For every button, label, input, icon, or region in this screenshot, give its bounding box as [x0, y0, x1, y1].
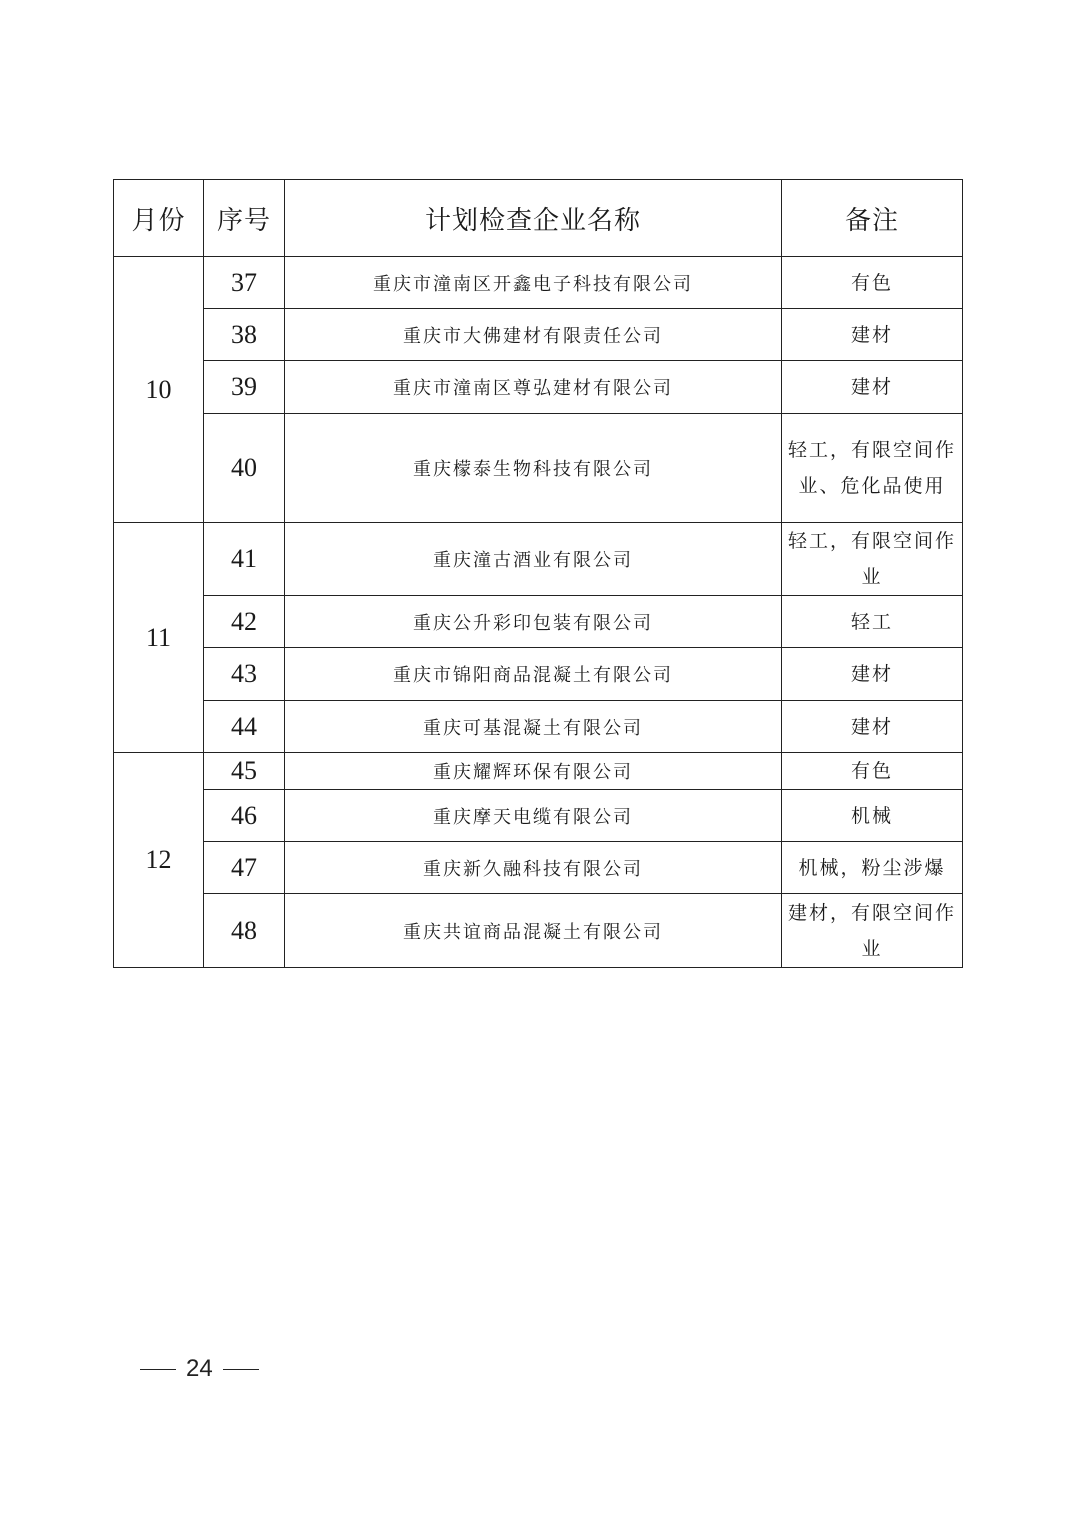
seq-cell: 37	[204, 257, 285, 309]
seq-cell: 39	[204, 361, 285, 414]
header-seq: 序号	[204, 180, 285, 257]
month-cell: 12	[114, 753, 204, 968]
company-cell: 重庆市锦阳商品混凝土有限公司	[285, 648, 782, 701]
seq-cell: 45	[204, 753, 285, 790]
company-cell: 重庆可基混凝土有限公司	[285, 701, 782, 753]
company-cell: 重庆市潼南区开鑫电子科技有限公司	[285, 257, 782, 309]
seq-cell: 38	[204, 309, 285, 361]
company-cell: 重庆市大佛建材有限责任公司	[285, 309, 782, 361]
seq-cell: 40	[204, 414, 285, 523]
table-row	[114, 309, 963, 361]
company-cell: 重庆共谊商品混凝土有限公司	[285, 894, 782, 968]
header-note: 备注	[782, 180, 963, 257]
seq-cell: 43	[204, 648, 285, 701]
table-row	[114, 596, 963, 648]
table-row	[114, 790, 963, 842]
table-row	[114, 648, 963, 701]
seq-cell: 46	[204, 790, 285, 842]
company-cell: 重庆檬泰生物科技有限公司	[285, 414, 782, 523]
table-row	[114, 414, 963, 523]
note-cell: 轻工，有限空间作业、危化品使用	[782, 414, 963, 523]
table-row	[114, 701, 963, 753]
company-cell: 重庆市潼南区尊弘建材有限公司	[285, 361, 782, 414]
month-cell: 10	[114, 257, 204, 523]
page-number-dash-left	[140, 1369, 176, 1370]
month-cell: 11	[114, 523, 204, 753]
header-company: 计划检查企业名称	[285, 180, 782, 257]
table-row	[114, 753, 963, 790]
seq-cell: 48	[204, 894, 285, 968]
page-number-dash-right	[223, 1369, 259, 1370]
note-cell: 建材	[782, 701, 963, 753]
table-header-row	[114, 180, 963, 257]
seq-cell: 44	[204, 701, 285, 753]
note-cell: 轻工	[782, 596, 963, 648]
company-cell: 重庆耀辉环保有限公司	[285, 753, 782, 790]
note-cell: 建材	[782, 309, 963, 361]
company-cell: 重庆潼古酒业有限公司	[285, 523, 782, 596]
note-cell: 有色	[782, 257, 963, 309]
note-cell: 建材，有限空间作业	[782, 894, 963, 968]
table-row	[114, 523, 963, 596]
inspection-plan-table	[113, 179, 963, 968]
table-row	[114, 257, 963, 309]
page-number-value: 24	[186, 1355, 213, 1382]
header-month: 月份	[114, 180, 204, 257]
table-row	[114, 842, 963, 894]
note-cell: 机械	[782, 790, 963, 842]
note-cell: 轻工，有限空间作业	[782, 523, 963, 596]
note-cell: 有色	[782, 753, 963, 790]
note-cell: 建材	[782, 361, 963, 414]
company-cell: 重庆新久融科技有限公司	[285, 842, 782, 894]
company-cell: 重庆摩天电缆有限公司	[285, 790, 782, 842]
table-row	[114, 361, 963, 414]
seq-cell: 47	[204, 842, 285, 894]
seq-cell: 41	[204, 523, 285, 596]
note-cell: 机械，粉尘涉爆	[782, 842, 963, 894]
seq-cell: 42	[204, 596, 285, 648]
table-row	[114, 894, 963, 968]
company-cell: 重庆公升彩印包装有限公司	[285, 596, 782, 648]
page-number	[130, 1355, 269, 1383]
note-cell: 建材	[782, 648, 963, 701]
